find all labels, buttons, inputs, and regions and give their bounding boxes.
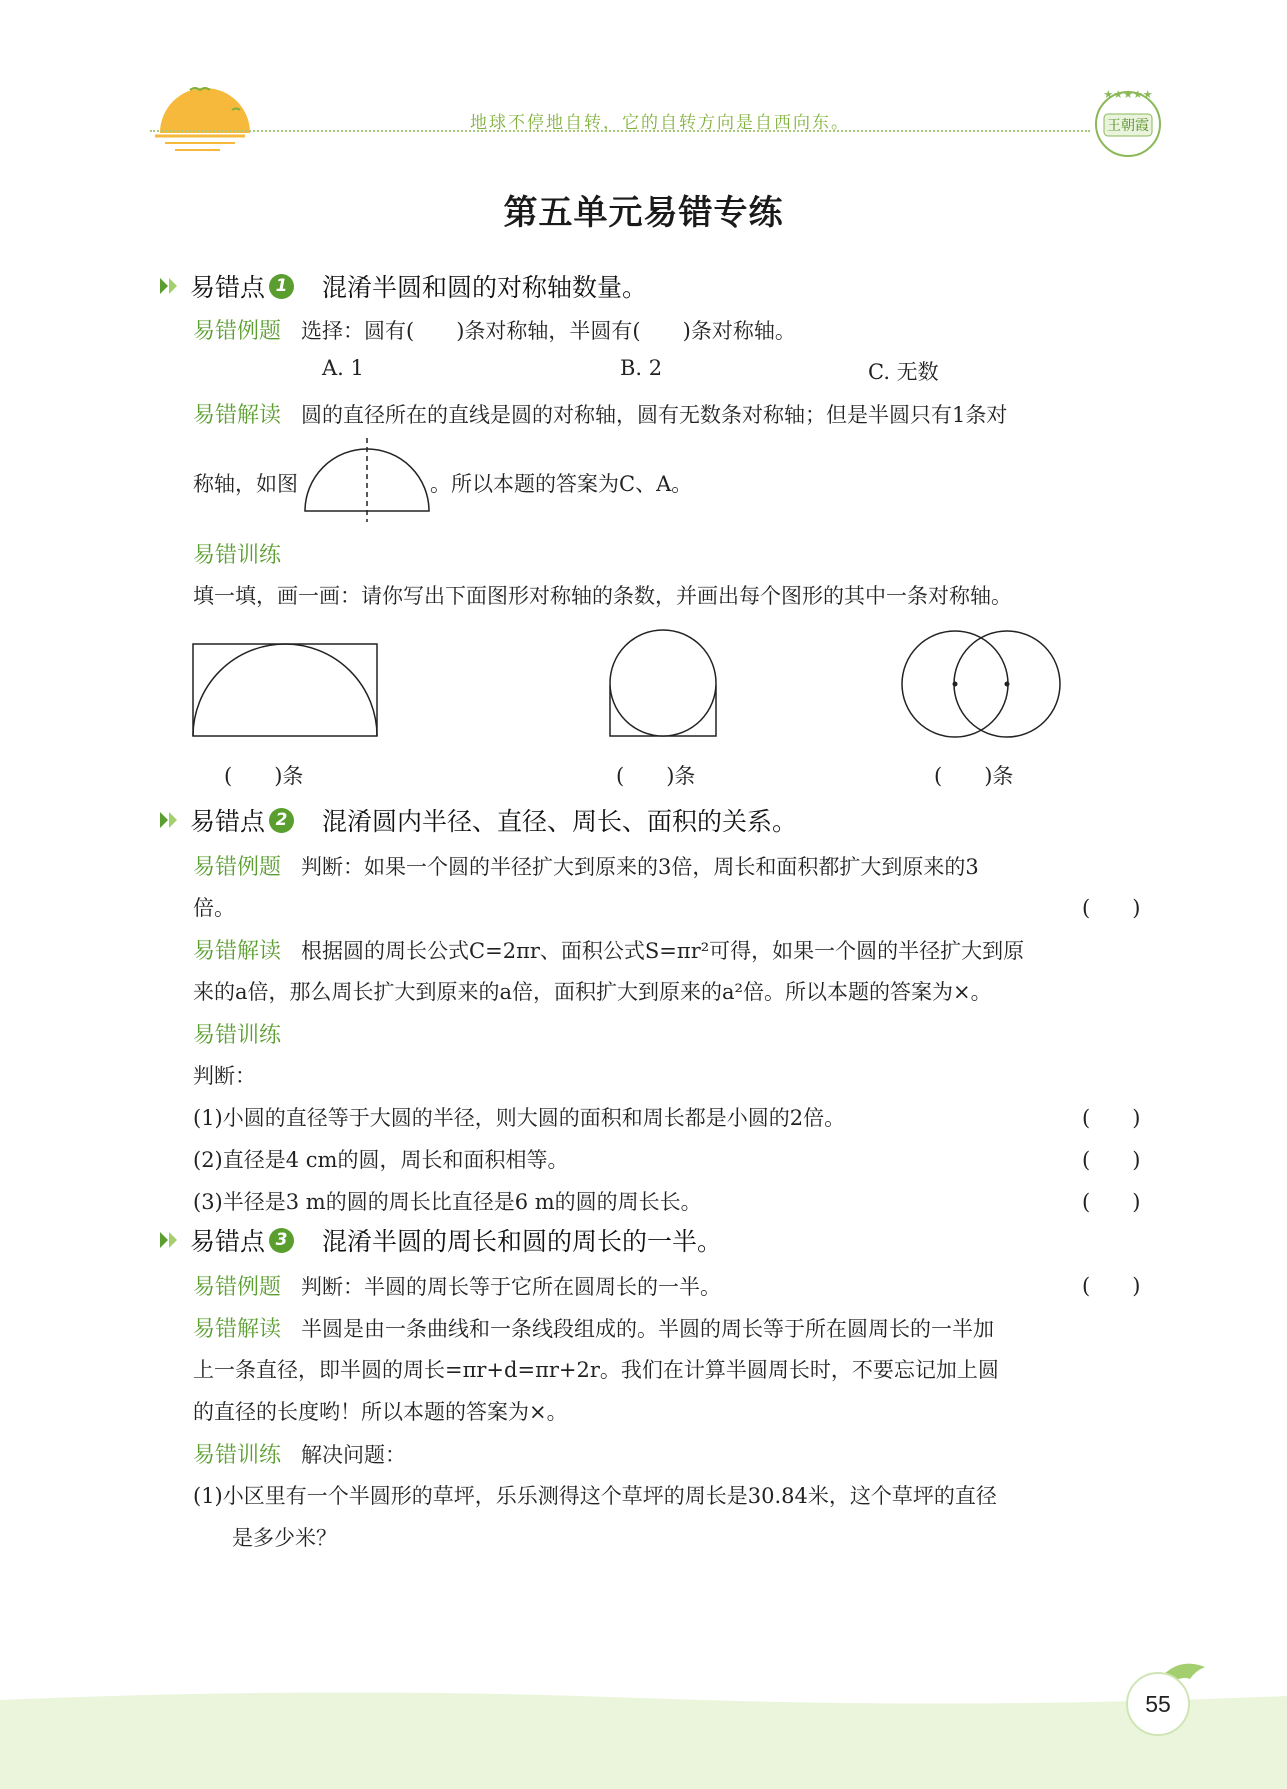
answer-paren-item2[interactable]: ( ) <box>1082 1148 1141 1172</box>
answer-paren-item3[interactable]: ( ) <box>1082 1190 1141 1214</box>
publisher-logo <box>1090 80 1166 168</box>
section3-title: 混淆半圆的周长和圆的周长的一半。 <box>322 1227 723 1256</box>
problem-1-line2: 是多少米？ <box>232 1526 337 1550</box>
section1-heading <box>158 268 647 304</box>
sunset-icon <box>150 78 260 153</box>
section1-analysis-line1: 易错解读 圆的直径所在的直线是圆的对称轴，圆有无数条对称轴；但是半圆只有1条对 <box>193 403 1008 428</box>
point-label: 易错点 <box>190 807 266 836</box>
section1-analysis-line2b: 。所以本题的答案为C、A。 <box>430 472 693 496</box>
section1-training-text: 填一填，画一画：请你写出下面图形对称轴的条数，并画出每个图形的其中一条对称轴。 <box>193 584 1012 608</box>
point-number-badge: 2 <box>269 808 294 833</box>
section2-heading <box>158 802 797 838</box>
section3-heading <box>158 1222 722 1258</box>
point-label: 易错点 <box>190 273 266 302</box>
option-a: A. 1 <box>322 356 364 380</box>
double-arrow-icon <box>158 274 182 298</box>
double-arrow-icon <box>158 808 182 832</box>
page-number: 55 <box>1126 1672 1190 1736</box>
point-number-badge: 3 <box>269 1228 294 1253</box>
answer-paren-item1[interactable]: ( ) <box>1082 1106 1141 1130</box>
blank-count-3[interactable]: ( )条 <box>934 764 1014 788</box>
section3-analysis-line2: 上一条直径，即半圆的周长=πr+d=πr+2r。我们在计算半圆周长时，不要忘记加上圆 <box>193 1358 999 1382</box>
section2-example-line1: 易错例题 判断：如果一个圆的半径扩大到原来的3倍，周长和面积都扩大到原来的3 <box>193 855 979 880</box>
logo-text: 王朝霞 <box>1107 118 1149 134</box>
header-motto: 地球不停地自转，它的自转方向是自西向东。 <box>470 113 850 133</box>
semicircle-axis-figure <box>302 436 432 524</box>
page-title: 第五单元易错专练 <box>503 193 784 233</box>
point-number-badge: 1 <box>269 274 294 299</box>
judge-item-3: (3)半径是3 m的圆的周长比直径是6 m的圆的周长长。 <box>193 1190 702 1214</box>
problem-1-line1: (1)小区里有一个半圆形的草坪，乐乐测得这个草坪的周长是30.84米，这个草坪的直径 <box>193 1484 997 1508</box>
option-c: C. 无数 <box>868 360 939 384</box>
section1-training-label: 易错训练 <box>193 543 282 568</box>
option-b: B. 2 <box>620 356 663 380</box>
section3-analysis-line3: 的直径的长度哟！所以本题的答案为×。 <box>193 1400 568 1424</box>
header-divider <box>150 130 1090 132</box>
blank-count-1[interactable]: ( )条 <box>224 764 304 788</box>
section2-judge-label: 判断： <box>193 1064 256 1088</box>
section1-analysis-line2a: 称轴，如图 <box>193 472 298 496</box>
section2-example-line2: 倍。 <box>193 896 235 920</box>
training-figures <box>190 618 1190 743</box>
section3-example: 易错例题 判断：半圆的周长等于它所在圆周长的一半。 <box>193 1275 722 1300</box>
section3-training: 易错训练 解决问题： <box>193 1443 407 1468</box>
judge-item-2: (2)直径是4 cm的圆，周长和面积相等。 <box>193 1148 569 1172</box>
rect-semicircle-figure <box>193 644 377 736</box>
blank-count-2[interactable]: ( )条 <box>616 764 696 788</box>
section1-title: 混淆半圆和圆的对称轴数量。 <box>322 273 648 302</box>
judge-item-1: (1)小圆的直径等于大圆的半径，则大圆的面积和周长都是小圆的2倍。 <box>193 1106 846 1130</box>
section1-example: 易错例题 选择：圆有( )条对称轴，半圆有( )条对称轴。 <box>193 319 796 344</box>
footer-wave <box>0 1690 1287 1789</box>
section2-analysis-line2: 来的a倍，那么周长扩大到原来的a倍，面积扩大到原来的a²倍。所以本题的答案为×。 <box>193 980 992 1004</box>
answer-paren-example2[interactable]: ( ) <box>1082 896 1141 920</box>
section2-analysis-line1: 易错解读 根据圆的周长公式C=2πr、面积公式S=πr²可得，如果一个圆的半径扩大到原 <box>193 939 1025 964</box>
section2-training-label: 易错训练 <box>193 1023 282 1048</box>
answer-paren-example3[interactable]: ( ) <box>1082 1274 1141 1298</box>
svg-text:★★★★★: ★★★★★ <box>1103 88 1153 101</box>
section3-analysis-line1: 易错解读 半圆是由一条曲线和一条线段组成的。半圆的周长等于所在圆周长的一半加 <box>193 1317 995 1342</box>
section2-title: 混淆圆内半径、直径、周长、面积的关系。 <box>322 807 798 836</box>
double-arrow-icon <box>158 1228 182 1252</box>
point-label: 易错点 <box>190 1227 266 1256</box>
